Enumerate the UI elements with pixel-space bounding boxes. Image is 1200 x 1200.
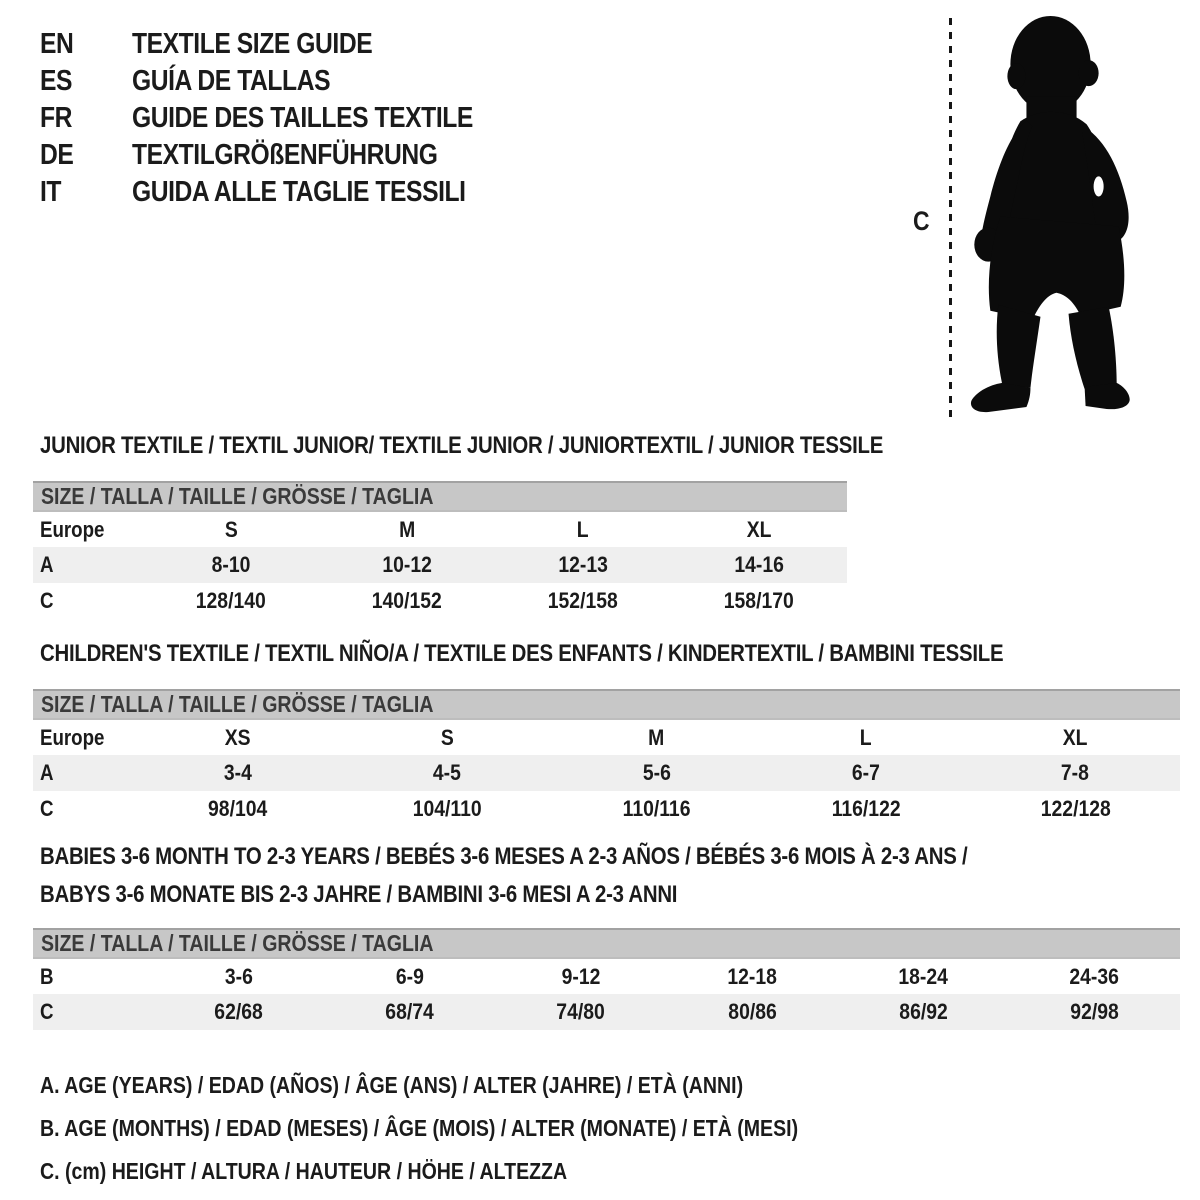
- size-header-bar: SIZE / TALLA / TAILLE / GRÖSSE / TAGLIA: [33, 690, 1180, 719]
- cell: 6-9: [395, 963, 424, 989]
- cell: 24-36: [1069, 963, 1120, 989]
- cell: 6-7: [761, 755, 970, 791]
- size-header-row: [33, 690, 1180, 719]
- row-label: C: [40, 796, 54, 821]
- table-row: [33, 719, 1180, 755]
- cell: 8-10: [143, 547, 319, 583]
- table-row: [33, 755, 1180, 791]
- table-row: [33, 958, 1180, 994]
- cell: XL: [746, 516, 772, 542]
- cell: 98/104: [208, 796, 268, 821]
- cell: 116/122: [831, 796, 901, 821]
- cell: 92/98: [1009, 994, 1180, 1030]
- legend-line-b: B. AGE (MONTHS) / EDAD (MESES) / ÂGE (MOIS) / ALTER (MONATE) / ETÀ (MESI): [40, 1115, 799, 1141]
- language-title-list: [40, 26, 533, 211]
- size-header-row: [33, 929, 1180, 958]
- baby-silhouette: [967, 16, 1133, 414]
- lang-code: EN: [40, 28, 74, 60]
- table-row: [33, 583, 847, 619]
- guide-title-en: TEXTILE SIZE GUIDE: [132, 28, 373, 60]
- measure-legend: [40, 1064, 932, 1193]
- guide-title-de: TEXTILGRÖßENFÜHRUNG: [132, 139, 438, 171]
- cell: 4-5: [342, 755, 551, 791]
- lang-row-en: [40, 26, 533, 63]
- cell: 110/116: [622, 796, 691, 821]
- guide-title-es: GUÍA DE TALLAS: [132, 65, 331, 97]
- cell: 9-12: [561, 963, 601, 989]
- lang-code: IT: [40, 176, 62, 208]
- cell: 10-12: [319, 547, 495, 583]
- size-header-row: [33, 482, 847, 511]
- cell: L: [577, 516, 589, 542]
- cell: 68/74: [324, 994, 495, 1030]
- cell: XS: [224, 724, 251, 750]
- cell: 5-6: [552, 755, 761, 791]
- cell: 104/110: [412, 796, 482, 821]
- children-size-table: [33, 689, 1180, 827]
- row-label: A: [33, 547, 143, 583]
- cell: 140/152: [372, 588, 442, 613]
- babies-section-title: BABIES 3-6 MONTH TO 2-3 YEARS / BEBÉS 3-6 MESES A 2-3 AÑOS / BÉBÉS 3-6 MOIS À 2-3 ANS / BABYS 3-6 MONATE BIS 2-3 JAHRE / BAMBINI 3-6 MESI A 2-3 ANNI: [40, 843, 968, 908]
- row-label: Europe: [40, 724, 105, 750]
- junior-section-title: JUNIOR TEXTILE / TEXTIL JUNIOR/ TEXTILE JUNIOR / JUNIORTEXTIL / JUNIOR TESSILE: [40, 432, 884, 459]
- children-section-title: CHILDREN'S TEXTILE / TEXTIL NIÑO/A / TEXTILE DES ENFANTS / KINDERTEXTIL / BAMBINI TESSILE: [40, 640, 1004, 667]
- row-label: B: [40, 963, 54, 989]
- guide-title-fr: GUIDE DES TAILLES TEXTILE: [132, 102, 473, 134]
- cell: 14-16: [671, 547, 847, 583]
- cell: 158/170: [724, 588, 794, 613]
- cell: 152/158: [548, 588, 618, 613]
- legend-line-a: A. AGE (YEARS) / EDAD (AÑOS) / ÂGE (ANS) / ALTER (JAHRE) / ETÀ (ANNI): [40, 1072, 744, 1098]
- table-row: [33, 791, 1180, 827]
- table-row: [33, 994, 1180, 1030]
- cell: 86/92: [838, 994, 1009, 1030]
- lang-code: DE: [40, 139, 74, 171]
- cell: L: [859, 724, 872, 750]
- size-header-bar: SIZE / TALLA / TAILLE / GRÖSSE / TAGLIA: [33, 482, 847, 511]
- cell: 128/140: [196, 588, 266, 613]
- lang-row-fr: [40, 100, 533, 137]
- row-label: C: [40, 588, 54, 613]
- cell: S: [224, 516, 238, 542]
- lang-code: FR: [40, 102, 73, 134]
- cell: S: [440, 724, 454, 750]
- row-label: C: [33, 994, 153, 1030]
- row-label: A: [33, 755, 133, 791]
- babies-size-table: [33, 928, 1180, 1030]
- cell: M: [398, 516, 416, 542]
- cell: 18-24: [898, 963, 948, 989]
- cell: 62/68: [153, 994, 324, 1030]
- cell: 3-4: [133, 755, 342, 791]
- cell: 12-13: [495, 547, 671, 583]
- table-row: [33, 511, 847, 547]
- cell: 7-8: [971, 755, 1180, 791]
- size-header-bar: SIZE / TALLA / TAILLE / GRÖSSE / TAGLIA: [33, 929, 1180, 958]
- cell: M: [648, 724, 665, 750]
- height-dashed-line: [949, 18, 952, 418]
- measure-c-label: C: [913, 206, 930, 236]
- lang-row-es: [40, 63, 533, 100]
- cell: XL: [1062, 724, 1088, 750]
- guide-title-it: GUIDA ALLE TAGLIE TESSILI: [132, 176, 466, 208]
- lang-row-it: [40, 174, 533, 211]
- cell: 74/80: [495, 994, 666, 1030]
- cell: 80/86: [666, 994, 837, 1030]
- lang-code: ES: [40, 65, 73, 97]
- lang-row-de: [40, 137, 533, 174]
- cell: 12-18: [727, 963, 777, 989]
- table-row: [33, 547, 847, 583]
- legend-line-c: C. (cm) HEIGHT / ALTURA / HAUTEUR / HÖHE / ALTEZZA: [40, 1158, 568, 1184]
- junior-size-table: [33, 481, 847, 619]
- height-measure-figure: [905, 8, 1167, 422]
- cell: 3-6: [224, 963, 253, 989]
- row-label: Europe: [40, 516, 105, 542]
- cell: 122/128: [1040, 796, 1111, 821]
